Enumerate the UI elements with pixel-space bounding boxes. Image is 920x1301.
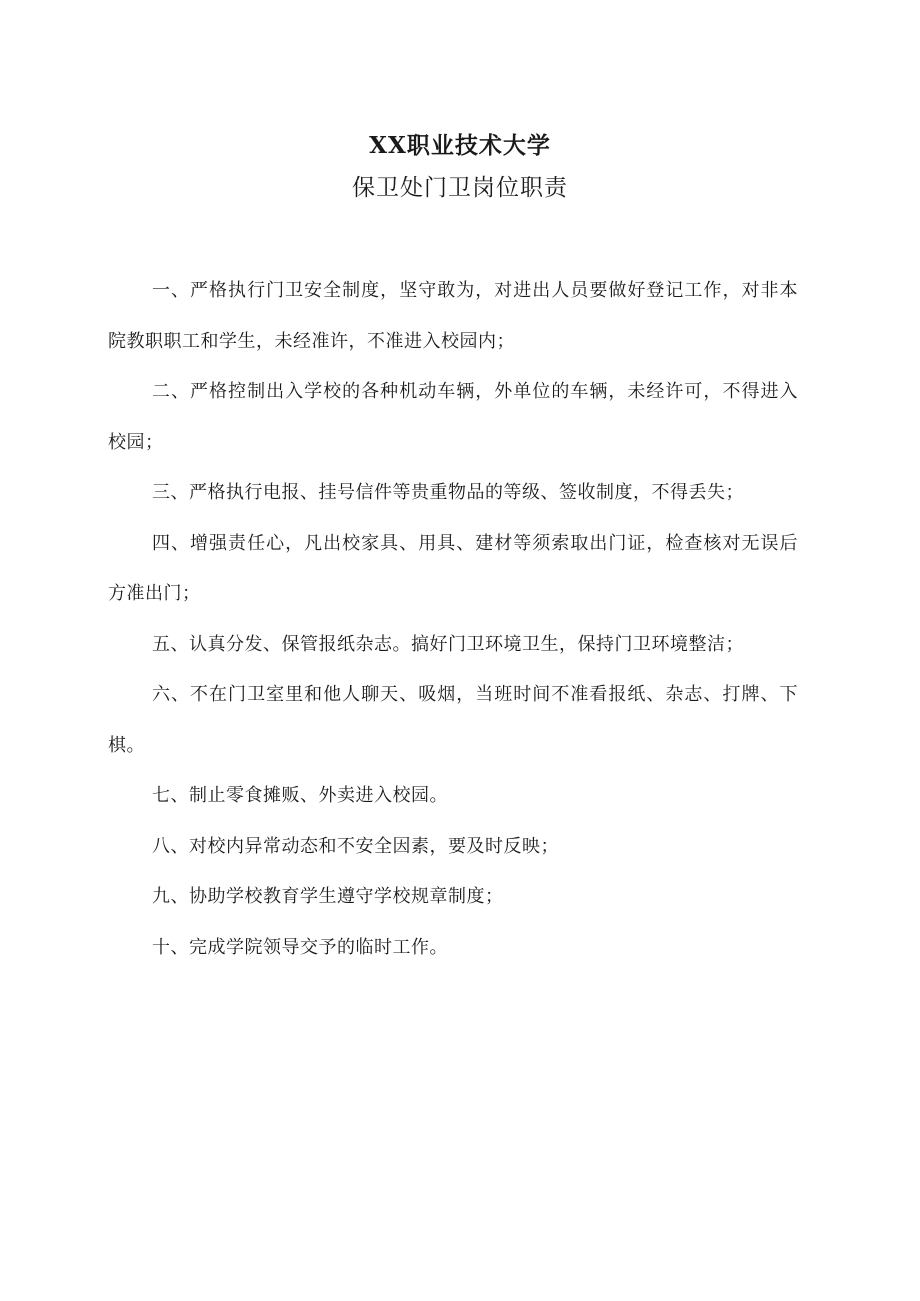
duty-item-5: 五、认真分发、保管报纸杂志。搞好门卫环境卫生，保持门卫环境整洁； (152, 633, 744, 655)
document-subtitle: 保卫处门卫岗位职责 (352, 175, 568, 201)
duty-item-1: 一、严格执行门卫安全制度，坚守敢为，对进出人员要做好登记工作，对非本院教职职工和学生，未经准许，不准进入校园内； (108, 280, 798, 352)
duty-item-3: 三、严格执行电报、挂号信件等贵重物品的等级、签收制度，不得丢失； (152, 482, 744, 503)
duty-item-9: 九、协助学校教育学生遵守学校规章制度； (152, 886, 504, 907)
duty-item-10: 十、完成学院领导交予的临时工作。 (152, 936, 448, 958)
duty-item-4: 四、增强责任心，凡出校家具、用具、建材等须索取出门证，检查核对无误后方准出门； (108, 532, 798, 604)
duty-item-2: 二、严格控制出入学校的各种机动车辆，外单位的车辆，未经许可，不得进入校园； (108, 381, 798, 453)
document-title: XX职业技术大学 (369, 132, 551, 159)
title-block (0, 126, 920, 208)
duty-item-8: 八、对校内异常动态和不安全因素，要及时反映； (152, 835, 559, 857)
duty-list (108, 266, 798, 973)
duty-item-7: 七、制止零食摊贩、外卖进入校园。 (152, 785, 448, 806)
duty-item-6: 六、不在门卫室里和他人聊天、吸烟，当班时间不准看报纸、杂志、打牌、下棋。 (108, 684, 798, 756)
